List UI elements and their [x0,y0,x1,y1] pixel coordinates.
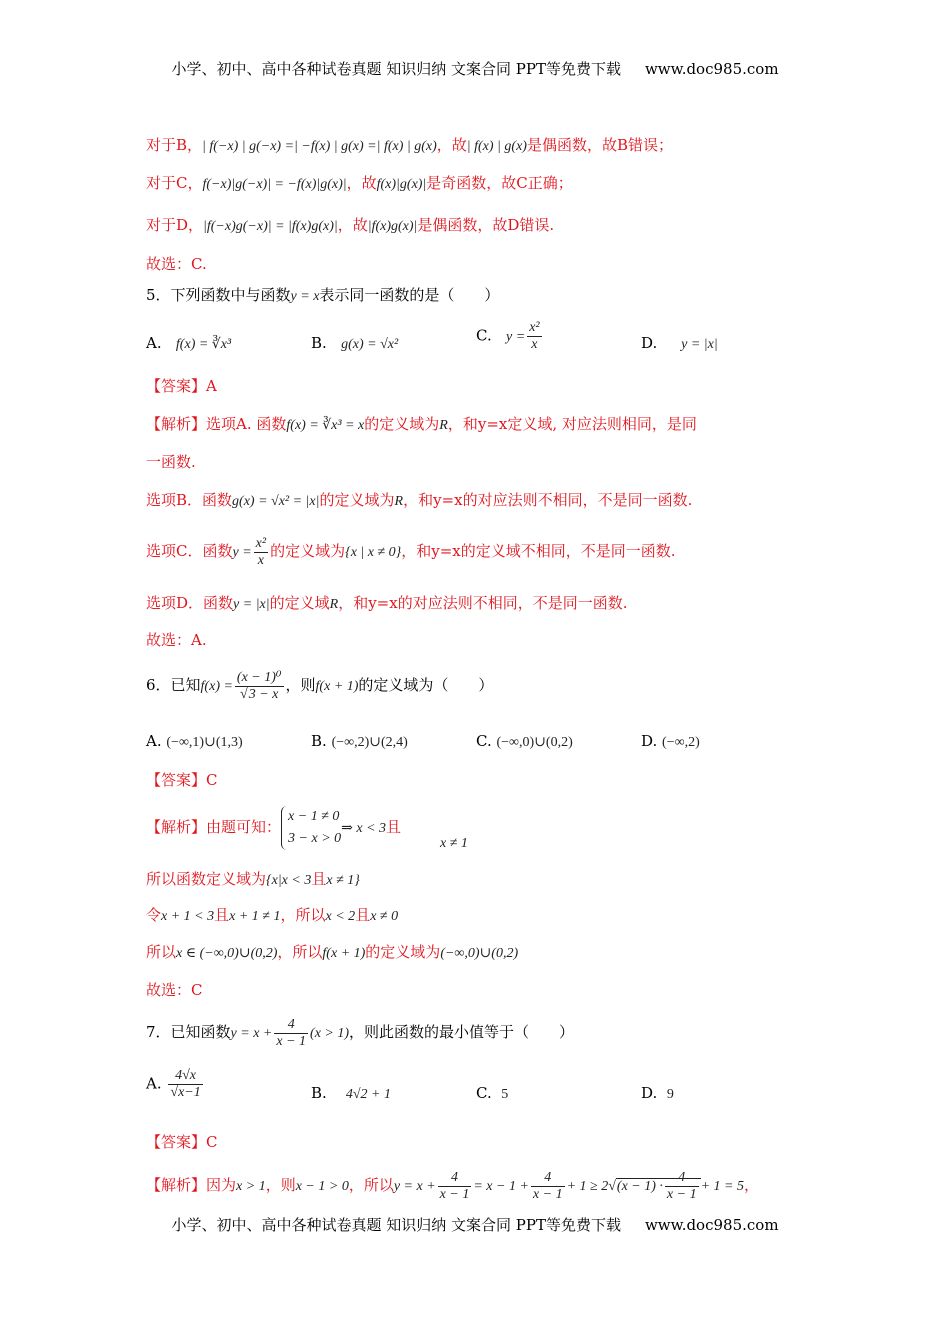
q5-stem: 5．下列函数中与函数y = x表示同一函数的是（ ） [146,286,500,304]
q7-stem: 7．已知函数y = x + $\frac{4}{x - 1}$ (x > 1)，则此函数的最小值等于（ ） [146,1016,575,1049]
q5-choice: 故选：A. [146,631,207,649]
q6-explain-result: 所以x ∈ (−∞,0)∪(0,2)，所以f(x + 1)的定义域为(−∞,0)∪(0,2) [146,943,519,961]
header-site: www.doc985.com [644,60,779,78]
q5-answer: 【答案】A [146,377,217,395]
q6-explain-cond: x ≠ 1 [440,836,468,851]
q6-choice: 故选：C [146,981,203,999]
q5-explain-a-cont: 一函数. [146,453,196,471]
q7-option-a[interactable]: A. $\frac{4√x}{√x-1}$ [146,1068,201,1100]
q4-explain-c: 对于C，f(−x)|g(−x)| = −f(x)|g(x)|，故f(x)|g(x)|是奇函数，故C正确； [146,174,573,192]
q6-option-d[interactable]: D. (−∞,2) [641,732,700,750]
q7-explain: 【解析】因为x > 1，则x − 1 > 0，所以y = x + $\frac{4}{x - 1}$ = x − 1 + $\frac{4}{x - 1}$ + 1 ≥ 2√(x − 1) · $\frac{4}{x - 1}$ + 1 = 5， [146,1169,759,1203]
footer-site: www.doc985.com [644,1216,779,1234]
q4-explain-d: 对于D，|f(−x)g(−x)| = |f(x)g(x)|，故|f(x)g(x)|是偶函数，故D错误. [146,216,555,234]
q7-option-b[interactable]: B. 4√2 + 1 [311,1084,392,1102]
q6-option-a[interactable]: A. (−∞,1)∪(1,3) [146,732,243,750]
q4-choice: 故选：C. [146,255,207,273]
page-footer [0,1214,950,1235]
q7-option-c[interactable]: C. 5 [476,1084,509,1102]
footer-title: 小学、初中、高中各种试卷真题 知识归纳 文案合同 PPT等免费下载 [171,1216,621,1234]
q5-explain-c: 选项C．函数y = $\frac{\text{x²}}{x}$ 的定义域为{x | x ≠ 0}，和y=x的定义域不相同，不是同一函数. [146,535,676,568]
q5-explain-a: 【解析】选项A. 函数f(x) = ∛x³ = x的定义域为R，和y=x定义域, 对应法则相同，是同 [146,415,697,433]
q6-answer: 【答案】C [146,771,218,789]
q5-option-d[interactable]: D. y = |x| [641,334,718,352]
q5-explain-d: 选项D．函数y = |x|的定义域R，和y=x的对应法则不相同，不是同一函数. [146,594,628,612]
q6-explain-system: 【解析】由题可知： x − 1 ≠ 0 3 − x > 0 ⇒ x < 3且 [146,802,401,854]
q7-option-d[interactable]: D. 9 [641,1084,674,1102]
q6-explain-domain: 所以函数定义域为{x|x < 3且x ≠ 1} [146,870,360,888]
q6-option-b[interactable]: B. (−∞,2)∪(2,4) [311,732,408,750]
header-title: 小学、初中、高中各种试卷真题 知识归纳 文案合同 PPT等免费下载 [171,60,621,78]
q5-option-c[interactable]: C. y = $\frac{\text{x²}}{x}$ [476,320,540,352]
q5-option-a[interactable]: A. f(x) = ∛x³ [146,334,232,352]
q4-explain-b: 对于B，| f(−x) | g(−x) =| −f(x) | g(x) =| f(x) | g(x)，故| f(x) | g(x)是偶函数，故B错误； [146,136,673,154]
q6-explain-shift: 令x + 1 < 3且x + 1 ≠ 1，所以x < 2且x ≠ 0 [146,906,399,924]
q5-explain-b: 选项B．函数g(x) = √x² = |x|的定义域为R，和y=x的对应法则不相同，不是同一函数. [146,491,693,509]
q6-stem: 6．已知f(x) = $\frac{\text{(x − 1)⁰}}{√3 - x}$ ，则f(x + 1)的定义域为（ ） [146,669,494,702]
q6-option-c[interactable]: C. (−∞,0)∪(0,2) [476,732,573,750]
page-header [0,58,950,79]
q5-option-b[interactable]: B. g(x) = √x² [311,334,399,352]
q7-answer: 【答案】C [146,1133,218,1151]
